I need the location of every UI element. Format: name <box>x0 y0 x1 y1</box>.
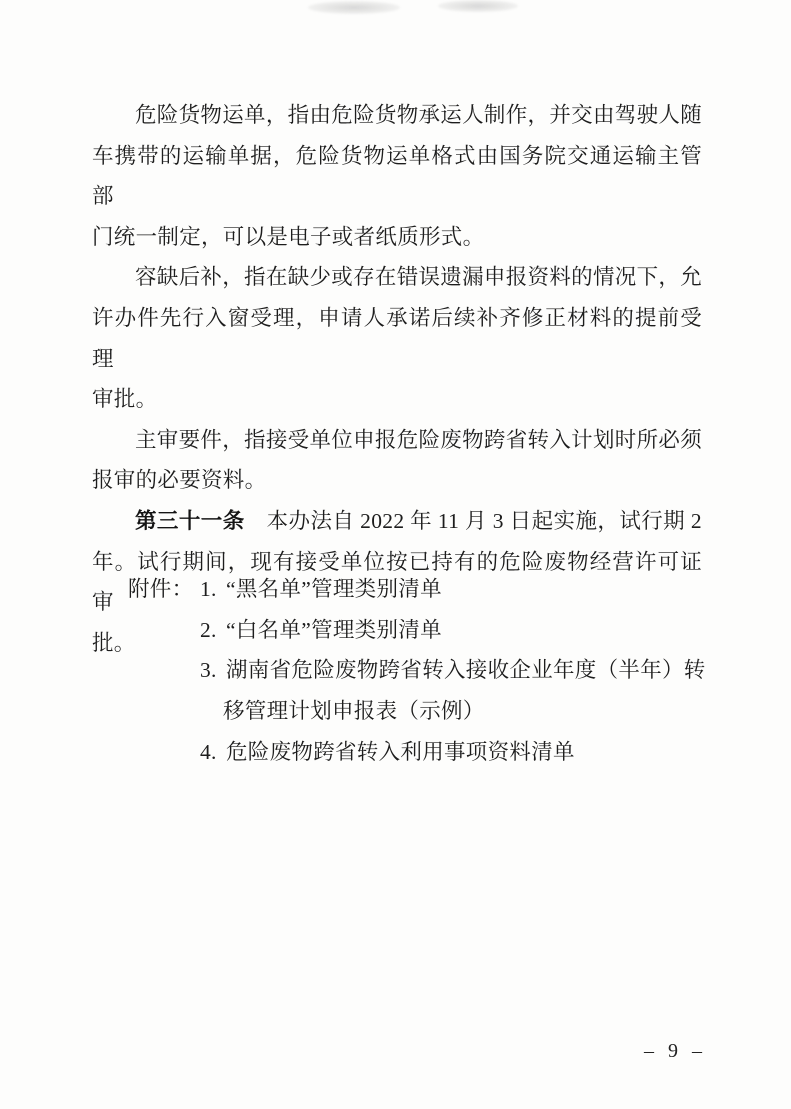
attachment-item <box>128 610 728 651</box>
paragraph-line: 危险货物运单，指由危险货物承运人制作，并交由驾驶人随 <box>135 103 702 127</box>
paragraph-line: 许办件先行入窗受理，申请人承诺后续补齐修正材料的提前受理 <box>92 305 702 371</box>
attachment-text: “黑名单”管理类别清单 <box>226 577 442 601</box>
attachment-text: “白名单”管理类别清单 <box>226 617 442 642</box>
attachment-item <box>128 650 728 691</box>
attachment-text: 湖南省危险废物跨省转入接收企业年度（半年）转 <box>226 658 706 683</box>
paragraph-line: 批。 <box>92 630 136 655</box>
attachment-number: 4. <box>200 739 217 764</box>
attachment-item <box>128 569 728 610</box>
paragraph-line <box>92 501 702 542</box>
attachment-item-continuation: 移管理计划申报表（示例） <box>223 699 485 724</box>
scan-artifact-smudge <box>438 0 518 12</box>
paragraph-line: 主审要件，指接受单位申报危险废物跨省转入计划时所必须 <box>135 427 702 452</box>
attachment-text: 危险废物跨省转入利用事项资料清单 <box>226 739 575 764</box>
attachment-number: 1. <box>200 577 217 601</box>
paragraph-line: 审批。 <box>92 387 158 412</box>
attachments-list <box>128 569 728 773</box>
paragraph-line: 年。试行期间，现有接受单位按已持有的危险废物经营许可证审 <box>92 549 702 615</box>
attachments-label: 附件： <box>128 577 194 601</box>
article-number-bold: 第三十一条 <box>135 508 245 533</box>
paragraph-line: 容缺后补，指在缺少或存在错误遗漏申报资料的情况下，允 <box>135 265 702 290</box>
article-text: 本办法自 2022 年 11 月 3 日起实施，试行期 2 <box>244 508 702 533</box>
paragraph-line: 门统一制定，可以是电子或者纸质形式。 <box>92 224 485 249</box>
scan-artifact-smudge <box>308 1 400 14</box>
paragraph-line: 车携带的运输单据，危险货物运单格式由国务院交通运输主管部 <box>92 143 702 209</box>
attachment-item <box>128 732 728 773</box>
attachment-number: 2. <box>200 617 217 642</box>
paragraph-line: 报审的必要资料。 <box>92 468 267 493</box>
attachment-number: 3. <box>200 658 217 683</box>
page-number: – 9 – <box>644 1040 704 1062</box>
